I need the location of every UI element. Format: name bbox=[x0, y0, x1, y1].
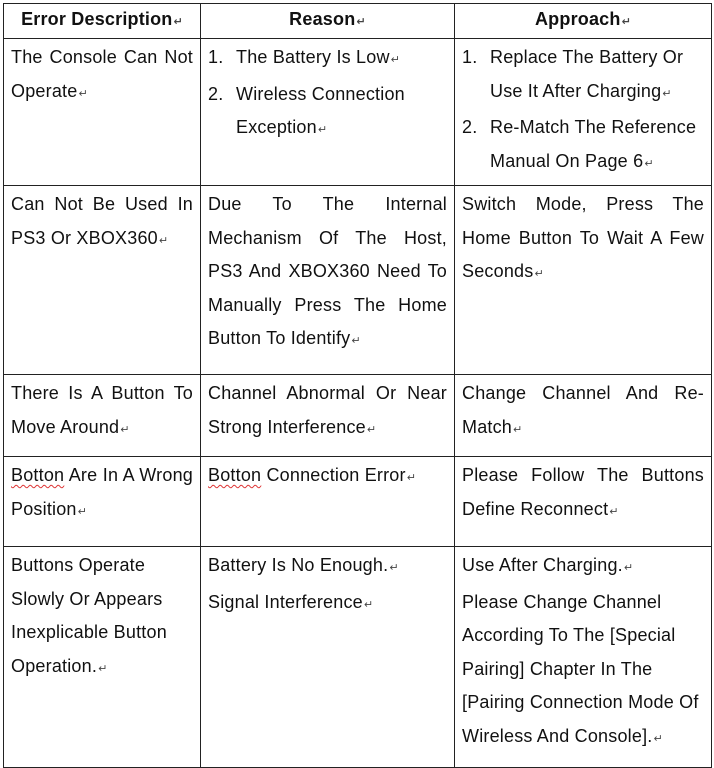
numbered-item: 2. Re-Match The Reference Manual On Page 6↵ bbox=[462, 117, 697, 171]
approach-cell: Please Follow The Buttons Define Reconnect↵ bbox=[455, 457, 712, 547]
header-approach: Approach↵ bbox=[455, 4, 712, 39]
table-row bbox=[4, 457, 712, 547]
table-row bbox=[4, 375, 712, 457]
approach-line: Please Change Channel According To The [Special Pairing] Chapter In The [Pairing Connection Mode Of Wireless And Console].↵ bbox=[462, 591, 699, 746]
error-description-cell: The Console Can Not Operate↵ bbox=[4, 39, 201, 186]
approach-line: Use After Charging.↵ bbox=[462, 555, 634, 575]
reason-line: Signal Interference↵ bbox=[208, 591, 374, 612]
error-description-cell: There Is A Button To Move Around↵ bbox=[4, 375, 201, 457]
approach-cell bbox=[455, 547, 712, 768]
spellcheck-word: Botton bbox=[11, 465, 65, 485]
table-row bbox=[4, 39, 712, 186]
numbered-item: 2. Wireless Connection Exception↵ bbox=[208, 83, 405, 137]
reason-cell: Due To The Internal Mechanism Of The Host, PS3 And XBOX360 Need To Manually Press The Home Button To Identify↵ bbox=[201, 186, 455, 375]
header-reason: Reason↵ bbox=[201, 4, 455, 39]
error-description-cell: Buttons Operate Slowly Or Appears Inexplicable Button Operation.↵ bbox=[4, 547, 201, 768]
approach-cell: Switch Mode, Press The Home Button To Wait A Few Seconds↵ bbox=[455, 186, 712, 375]
error-description-cell: Can Not Be Used In PS3 Or XBOX360↵ bbox=[4, 186, 201, 375]
troubleshooting-table bbox=[3, 3, 712, 768]
error-description-cell: Botton Are In A Wrong Position↵ bbox=[4, 457, 201, 547]
header-error-description: Error Description↵ bbox=[4, 4, 201, 39]
reason-cell bbox=[201, 39, 455, 186]
numbered-item: 1. The Battery Is Low↵ bbox=[208, 47, 401, 67]
numbered-item: 1. Replace The Battery Or Use It After Charging↵ bbox=[462, 47, 684, 101]
table-row bbox=[4, 547, 712, 768]
approach-cell bbox=[455, 39, 712, 186]
reason-cell: Botton Connection Error↵ bbox=[201, 457, 455, 547]
header-row bbox=[4, 4, 712, 39]
reason-cell bbox=[201, 547, 455, 768]
approach-cell: Change Channel And Re-Match↵ bbox=[455, 375, 712, 457]
reason-cell: Channel Abnormal Or Near Strong Interference↵ bbox=[201, 375, 455, 457]
table-row bbox=[4, 186, 712, 375]
reason-line: Battery Is No Enough.↵ bbox=[208, 555, 399, 575]
spellcheck-word: Botton bbox=[208, 465, 262, 485]
